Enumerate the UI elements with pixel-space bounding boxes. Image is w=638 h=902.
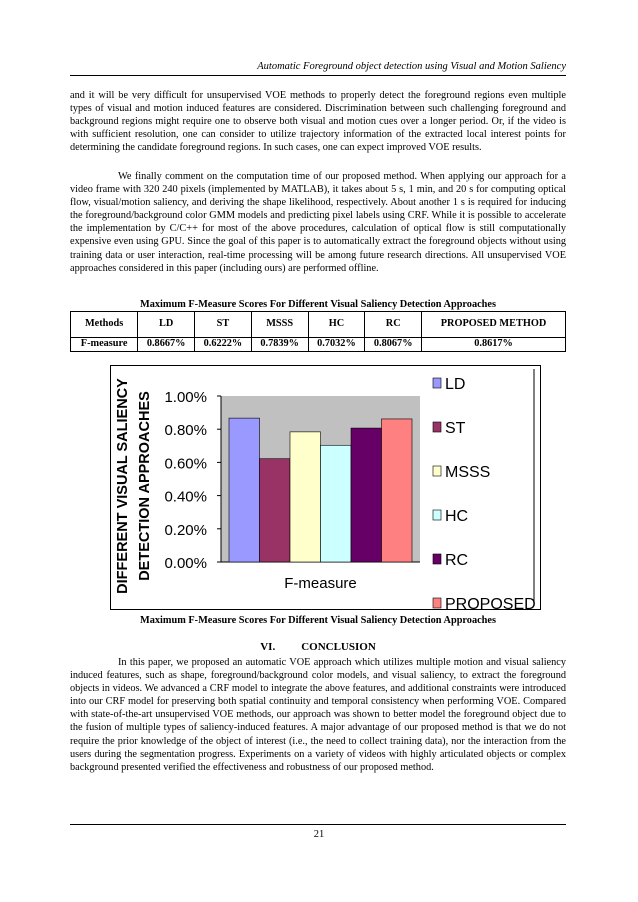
table-cell: 0.6222% [195, 338, 252, 352]
table-header-row [71, 312, 566, 338]
table-cell: 0.8617% [422, 338, 566, 352]
table-cell: 0.8067% [365, 338, 422, 352]
table-caption: Maximum F-Measure Scores For Different Visual Saliency Detection Approaches [140, 299, 496, 310]
table-cell: F-measure [71, 338, 138, 352]
table-header-cell: MSSS [251, 312, 308, 338]
legend-swatch [433, 422, 441, 432]
y-tick-label: 0.00% [164, 555, 207, 572]
legend-swatch [433, 510, 441, 520]
section-heading [70, 641, 566, 653]
y-tick-label: 0.80% [164, 422, 207, 440]
legend-label: PROPOSED [445, 596, 536, 609]
bar-msss [290, 432, 321, 562]
legend-swatch [433, 378, 441, 388]
y-tick-label: 0.40% [164, 488, 207, 506]
table-cell: 0.8667% [138, 338, 195, 352]
footer-rule [70, 824, 566, 825]
legend-swatch [433, 598, 441, 608]
running-head: Automatic Foreground object detection using Visual and Motion Saliency [257, 61, 566, 72]
paragraph-3 [70, 656, 566, 774]
page-number: 21 [313, 829, 325, 840]
table-row [71, 338, 566, 352]
table-header-cell: RC [365, 312, 422, 338]
bar-rc [351, 428, 382, 562]
legend-label: RC [445, 552, 469, 569]
y-tick-label: 1.00% [164, 389, 207, 406]
paragraph-2 [70, 170, 566, 275]
y-tick-label: 0.20% [164, 521, 207, 539]
legend-swatch [433, 554, 441, 564]
table-header-cell: LD [138, 312, 195, 338]
bar-ld [229, 418, 260, 562]
legend-label: HC [445, 508, 469, 525]
bar-chart [110, 365, 541, 610]
section-title: CONCLUSION [301, 641, 376, 653]
table-header-cell: Methods [71, 312, 138, 338]
y-tick-label: 0.60% [164, 455, 207, 473]
table-cell: 0.7032% [308, 338, 365, 352]
paragraph-3-text: In this paper, we proposed an automatic VOE approach which utilizes multiple motion and visual saliency induced features, such as shape, foreground/background color models, and visual saliency, to extract the foreground objects in videos. We advanced a CRF model to integrate the above features, and additional constraints were introduced into our CRF model for preserving both spatial continuity and temporal consistency when performing VOE. Compared with state-of-the-art unsupervised VOE methods, our approach was shown to better model the foreground object due to the fusion of multiple types of saliency-induced features. A major advantage of our proposed method is that we do not require the prior knowledge of the object of interest (i.e., the need to collect training data), nor the interaction from the users during the segmentation progress. Experiments on a variety of videos with highly articulated objects or complex background presented verified the effectiveness and robustness of our proposed method. [70, 657, 566, 773]
legend-label: MSSS [445, 464, 491, 481]
table-header-cell: PROPOSED METHOD [422, 312, 566, 338]
x-axis-label: F-measure [284, 575, 357, 592]
table-header-cell: HC [308, 312, 365, 338]
results-table [70, 311, 566, 352]
y-axis-label: DIFFERENT VISUAL SALIENCY [114, 378, 131, 594]
legend-label: ST [445, 420, 466, 437]
bar-hc [321, 445, 352, 562]
legend-label: LD [445, 376, 466, 393]
table-header-cell: ST [195, 312, 252, 338]
section-number: VI. [260, 641, 276, 653]
paragraph-1-text: and it will be very difficult for unsupervised VOE methods to properly detect the foreground regions even multiple types of visual and motion induced features are considered. Discrimination between such challenging foreground and background regions might require one to observe both visual and motion cues over a longer period. Or, if the video is with sufficient resolution, one can consider to utilize trajectory information of the extracted local interest points for determining the candidate foreground regions. In such cases, one can expect improved VOE results. [70, 90, 566, 154]
y-axis-label: DETECTION APPROACHES [136, 391, 153, 581]
legend-swatch [433, 466, 441, 476]
bar-chart-svg [111, 366, 540, 609]
figure-caption: Maximum F-Measure Scores For Different Visual Saliency Detection Approaches [140, 615, 496, 626]
paragraph-1 [70, 89, 566, 154]
bar-proposed [382, 419, 413, 562]
header-rule [70, 75, 566, 76]
table-cell: 0.7839% [251, 338, 308, 352]
paragraph-2-text: We finally comment on the computation time of our proposed method. When applying our approach for a video frame with 320 240 pixels (implemented by MATLAB), it takes about 5 s, 1 min, and 20 s for computing optical flow, visual/motion saliency, and deriving the shape likelihood, respectively. About another 1 s is required for inducing the foreground/background color GMM models and predicting pixel labels using CRF. While it is possible to accelerate the implementation by C/C++ for most of the above procedures, calculation of optical flow is still computationally expensive even using GPU. Since the goal of this paper is to automatically extract the foreground objects without using training data or user interaction, real-time processing will be among future research directions. All unsupervised VOE approaches considered in this paper (including ours) are performed offline. [70, 171, 566, 274]
bar-st [260, 459, 291, 562]
